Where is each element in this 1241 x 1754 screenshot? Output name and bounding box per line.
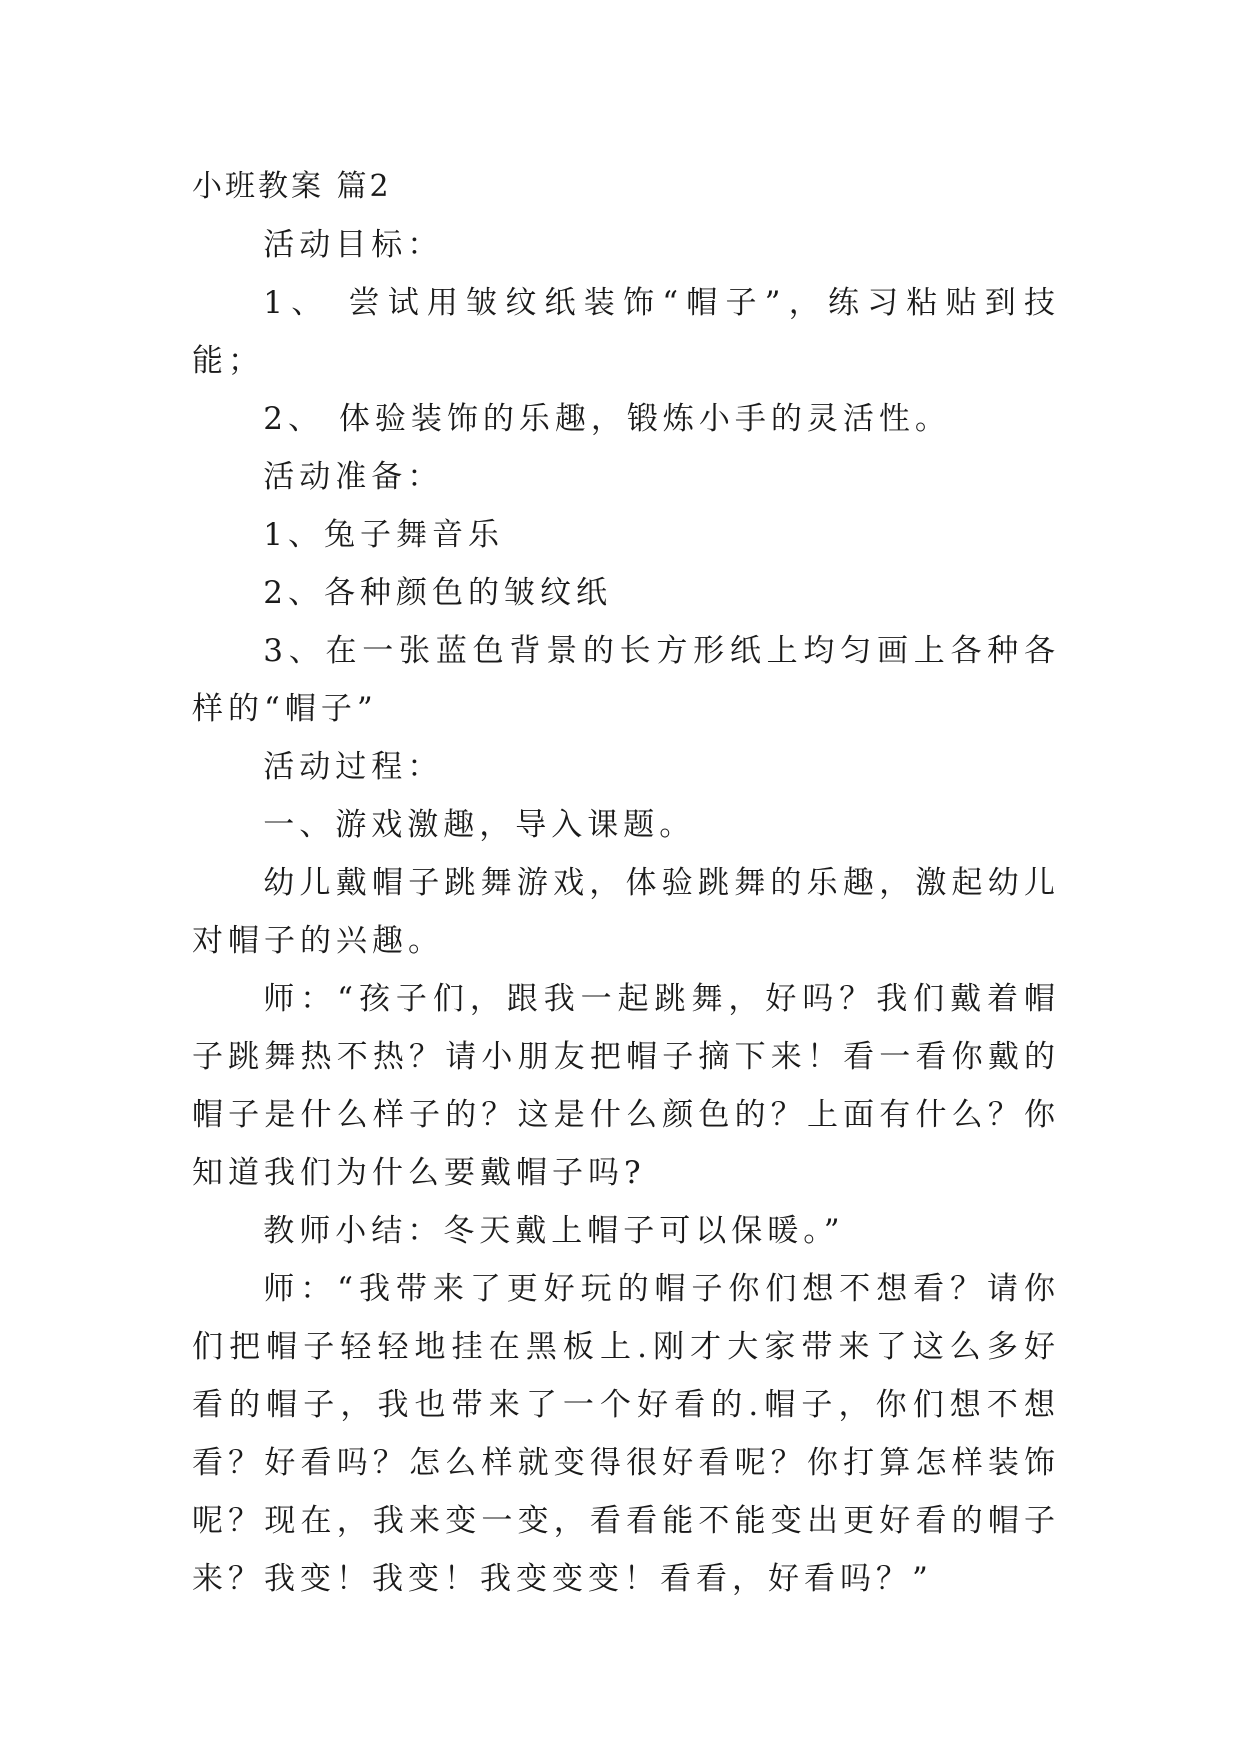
paragraph-process-heading: 活动过程： [263,749,444,785]
paragraph-teacher-summary: 教师小结：冬天戴上帽子可以保暖。” [263,1213,845,1249]
paragraph-process-step-1: 一、游戏激趣，导入课题。 [263,807,696,843]
paragraph-activity-goals-heading: 活动目标： [263,227,444,263]
paragraph-preparation-3: 3、在一张蓝色背景的长方形纸上均匀画上各种各样的“帽子” [192,633,1060,727]
paragraph-preparation-2: 2、各种颜色的皱纹纸 [263,575,613,611]
document-body [192,158,1060,1608]
paragraph-teacher-dialogue-2: 师：“我带来了更好玩的帽子你们想不想看？请你们把帽子轻轻地挂在黑板上.刚才大家带来了这么多好看的帽子，我也带来了一个好看的.帽子，你们想不想看？好看吗？怎么样就变得很好看呢？你打算怎样装饰呢？现在，我来变一变，看看能不能变出更好看的帽子来？我变！我变！我变变变！看看，好看吗？” [192,1271,1060,1597]
document-title: 小班教案 篇2 [192,169,392,204]
paragraph-goal-2: 2、 体验装饰的乐趣，锻炼小手的灵活性。 [263,401,951,437]
paragraph-preparation-heading: 活动准备： [263,459,444,495]
paragraph-teacher-dialogue-1: 师：“孩子们，跟我一起跳舞，好吗？我们戴着帽子跳舞热不热？请小朋友把帽子摘下来！看一看你戴的帽子是什么样子的？这是什么颜色的？上面有什么？你知道我们为什么要戴帽子吗? [192,981,1060,1191]
paragraph-dance-game: 幼儿戴帽子跳舞游戏，体验跳舞的乐趣，激起幼儿对帽子的兴趣。 [192,865,1060,959]
paragraph-goal-1: 1、 尝试用皱纹纸装饰“帽子”，练习粘贴到技能； [192,285,1060,379]
paragraph-preparation-1: 1、兔子舞音乐 [263,517,505,553]
